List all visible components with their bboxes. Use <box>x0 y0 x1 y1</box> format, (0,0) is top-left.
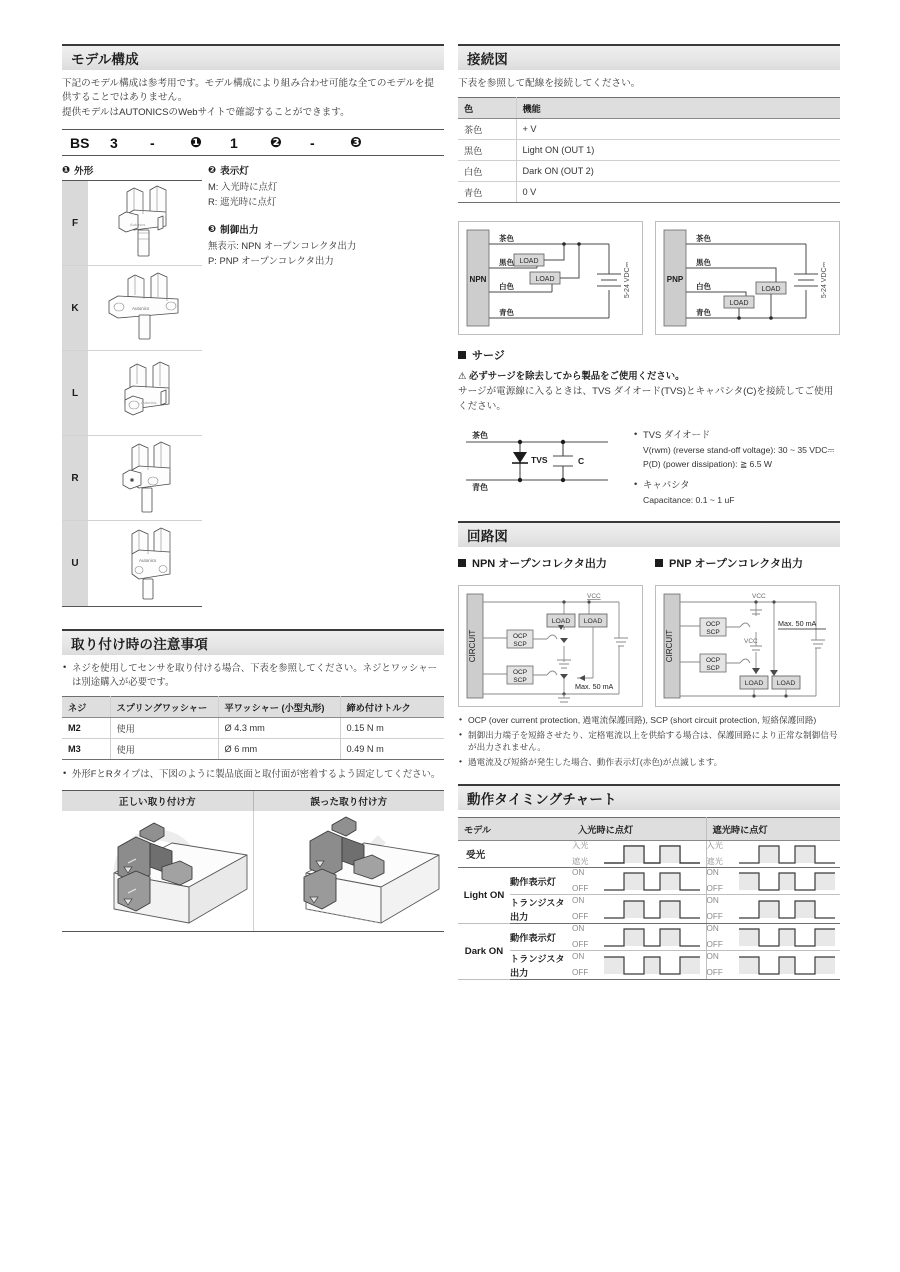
square-bullet-icon <box>458 351 466 359</box>
legend-1-title <box>62 163 202 177</box>
svg-text:青色: 青色 <box>472 483 488 493</box>
timing-row-2-label-bottom: OFF <box>572 911 589 921</box>
screw-table <box>62 696 444 760</box>
wire-r0-color: 茶色 <box>458 119 516 140</box>
legend-3-marker: ❸ <box>208 223 217 235</box>
legend-3-title <box>208 222 444 236</box>
code-marker-2: ❷ <box>270 134 282 151</box>
surge-text: サージが電源線に入るときは、TVS ダイオード(TVS)とキャパシタ(C)を接続してご使用ください。 <box>458 386 834 412</box>
timing-row-0-dark <box>706 841 840 868</box>
shape-row-r <box>62 436 202 521</box>
wire-color-table <box>458 97 840 203</box>
surge-diagram-wrap <box>458 420 840 507</box>
timing-row-3-mode: Dark ON <box>458 924 510 980</box>
shape-row-k <box>62 266 202 351</box>
timing-row-2-light <box>572 895 706 924</box>
svg-text:OCP: OCP <box>512 669 528 677</box>
code-prefix: BS <box>70 134 90 151</box>
timing-header-light: 入光時に点灯 <box>572 818 706 841</box>
code-dash-1: - <box>150 134 155 151</box>
wire-table-header-row <box>458 98 840 119</box>
surge-specs <box>633 420 840 507</box>
legend-3-label: 制御出力 <box>220 225 259 237</box>
circuit-note-3: • 過電流及び短絡が発生した場合、動作表示灯(赤色)が点滅します。 <box>458 756 840 768</box>
code-series: 3 <box>110 134 118 151</box>
section-title-mounting: 取り付け時の注意事項 <box>71 637 208 653</box>
pnp-circuit-icon <box>656 586 839 706</box>
shape-image-u <box>88 521 202 606</box>
screw-r1-c0: M3 <box>62 739 110 760</box>
svg-text:OCP: OCP <box>705 621 721 629</box>
npn-circuit-subhead <box>458 555 643 571</box>
legend-3-line-2: P: PNP オープンコレクタ出力 <box>208 254 334 266</box>
waveform-inverted-icon <box>737 952 837 978</box>
screw-header-0: ネジ <box>62 697 110 718</box>
section-circuit <box>458 521 840 768</box>
svg-text:OCP: OCP <box>512 633 528 641</box>
mounting-figure-wrong <box>254 811 445 931</box>
svg-text:Max. 50 mA: Max. 50 mA <box>575 682 614 692</box>
sensor-outline-r-icon <box>99 440 191 516</box>
table-row <box>62 718 444 739</box>
legend-1-marker: ❶ <box>62 164 71 176</box>
wire-r0-func: + V <box>516 119 840 140</box>
surge-warning: ⚠ 必ずサージを除去してから製品をご使用ください。 <box>458 370 685 382</box>
svg-text:黒色: 黒色 <box>696 258 711 268</box>
waveform-normal-icon <box>737 896 837 922</box>
table-row <box>458 140 840 161</box>
table-row <box>458 161 840 182</box>
timing-row-1-mode: Light ON <box>458 868 510 924</box>
svg-text:Autonics: Autonics <box>139 557 157 563</box>
waveform-inverted-icon <box>737 924 837 950</box>
sensor-outline-l-icon <box>97 356 193 430</box>
mounting-bullet-2: • 外形FとRタイプは、下図のように製品底面と取付面が密着するよう固定してください。 <box>62 767 444 781</box>
timing-row-2-dark <box>706 895 840 924</box>
npn-wiring-icon <box>459 222 642 334</box>
npn-circuit-icon <box>459 586 642 706</box>
timing-row-2-label-top: ON <box>572 896 585 906</box>
timing-row-4-label-bottom: OFF <box>572 967 589 977</box>
shape-image-k <box>88 266 202 350</box>
surge-title: サージ <box>472 350 505 363</box>
screw-header-2: 平ワッシャー (小型丸形) <box>218 697 340 718</box>
pnp-wiring-icon <box>656 222 839 334</box>
legend-2-title <box>208 163 444 177</box>
timing-header-dark: 遮光時に点灯 <box>706 818 840 841</box>
circuit-note-1: • OCP (over current protection, 過電流保護回路), SCP (short circuit protection, 短絡保護回路) <box>458 714 840 726</box>
wire-r2-color: 白色 <box>458 161 516 182</box>
circuit-subheads <box>458 555 840 571</box>
model-legend-wrap <box>62 163 444 607</box>
mounting-bullet-list-1 <box>62 661 444 689</box>
pnp-connection-diagram <box>655 221 840 335</box>
wire-r1-color: 黒色 <box>458 140 516 161</box>
square-bullet-icon <box>458 559 466 567</box>
svg-text:黒色: 黒色 <box>499 258 514 268</box>
svg-text:白色: 白色 <box>499 282 514 292</box>
tvs-spec-line-1: V(rwm) (reverse stand-off voltage): 30 ~ 35 VDC⎓ <box>643 445 835 456</box>
svg-text:茶色: 茶色 <box>472 431 488 441</box>
svg-text:OCP: OCP <box>705 657 721 665</box>
screw-r1-c1: 使用 <box>110 739 218 760</box>
correct-mounting-icon <box>62 811 252 931</box>
svg-text:LOAD: LOAD <box>729 300 749 308</box>
mounting-figure-header-wrong: 誤った取り付け方 <box>310 796 388 808</box>
shape-key-f: F <box>62 181 88 265</box>
tvs-spec-list <box>633 428 840 442</box>
screw-r1-c2: Ø 6 mm <box>218 739 340 760</box>
circuit-diagrams <box>458 577 840 707</box>
npn-circuit-diagram <box>458 585 643 707</box>
waveform-normal-icon <box>602 924 702 950</box>
svg-text:茶色: 茶色 <box>696 234 711 244</box>
shape-row-u <box>62 521 202 606</box>
waveform-normal-icon <box>602 841 702 867</box>
section-header-timing <box>458 784 840 810</box>
mounting-figure-headers <box>62 791 444 811</box>
svg-text:LOAD: LOAD <box>744 680 764 688</box>
cap-spec-title: • キャパシタ <box>633 478 840 492</box>
timing-row-1-label-top: ON <box>572 868 585 878</box>
section-header-wiring <box>458 44 840 70</box>
timing-row-0-label-top: 入光 <box>572 841 589 851</box>
svg-text:白色: 白色 <box>696 282 711 292</box>
timing-row-1-dark-label-bottom: OFF <box>706 883 723 893</box>
shape-key-k: K <box>62 266 88 350</box>
timing-row-4-dark <box>706 951 840 980</box>
section-timing <box>458 784 840 980</box>
tvs-spec-line-2: P(D) (power dissipation): ≧ 6.5 W <box>643 458 772 469</box>
code-dash-2: - <box>310 134 315 151</box>
sensor-outline-f-icon <box>97 184 193 262</box>
shape-table <box>62 180 202 607</box>
svg-text:SCP: SCP <box>513 641 527 649</box>
timing-row-1-dark-label-top: ON <box>706 868 719 878</box>
shape-row-f <box>62 181 202 266</box>
code-marker-1: ❶ <box>190 134 202 151</box>
shape-image-f <box>88 181 202 265</box>
shape-row-l <box>62 351 202 436</box>
legend-shapes <box>62 163 202 607</box>
timing-row-3-light <box>572 924 706 951</box>
npn-connection-diagram <box>458 221 643 335</box>
svg-text:5-24 VDC⎓: 5-24 VDC⎓ <box>624 262 631 299</box>
timing-row-2-sub: トランジスタ出力 <box>510 895 572 924</box>
npn-box-label: NPN <box>469 275 487 285</box>
connection-diagrams <box>458 213 840 335</box>
timing-row-0-light <box>572 841 706 868</box>
wrong-mounting-icon <box>254 811 444 931</box>
timing-header-row <box>458 818 840 841</box>
wire-r3-color: 青色 <box>458 182 516 203</box>
svg-text:SCP: SCP <box>706 629 720 637</box>
screw-r0-c2: Ø 4.3 mm <box>218 718 340 739</box>
svg-text:LOAD: LOAD <box>583 618 603 626</box>
shape-key-l: L <box>62 351 88 435</box>
section-header-mounting <box>62 629 444 655</box>
section-title-wiring: 接続図 <box>467 52 509 67</box>
tvs-spec-title: • TVS ダイオード <box>633 428 840 442</box>
surge-circuit-icon <box>458 420 623 492</box>
svg-text:青色: 青色 <box>696 308 711 318</box>
legend-1-label: 外形 <box>74 166 94 178</box>
table-row <box>458 119 840 140</box>
timing-row-1-sub: 動作表示灯 <box>510 868 572 895</box>
waveform-normal-icon <box>602 868 702 894</box>
section-model-composition <box>62 44 444 607</box>
code-digit: 1 <box>230 134 238 151</box>
surge-subheading <box>458 347 840 363</box>
timing-row-3-sub: 動作表示灯 <box>510 924 572 951</box>
svg-text:Autonics: Autonics <box>130 222 146 228</box>
wire-header-color: 色 <box>458 98 516 119</box>
table-row <box>458 182 840 203</box>
timing-row-2-dark-label-top: ON <box>706 896 719 906</box>
svg-text:SCP: SCP <box>706 665 720 673</box>
wiring-intro: 下表を参照して配線を接続してください。 <box>458 78 641 89</box>
screw-r0-c0: M2 <box>62 718 110 739</box>
legend-2-marker: ❷ <box>208 164 217 176</box>
code-marker-3: ❸ <box>350 134 362 151</box>
svg-text:Max. 50 mA: Max. 50 mA <box>778 619 817 629</box>
shape-key-r: R <box>62 436 88 520</box>
wire-r3-func: 0 V <box>516 182 840 203</box>
section-title-timing: 動作タイミングチャート <box>467 792 617 808</box>
svg-text:C: C <box>578 456 585 467</box>
legend-2-label: 表示灯 <box>220 166 249 178</box>
svg-text:LOAD: LOAD <box>551 618 571 626</box>
timing-row-3-label-bottom: OFF <box>572 939 589 949</box>
timing-row-4-dark-label-bottom: OFF <box>706 967 723 977</box>
timing-row-3-dark-label-top: ON <box>706 924 719 934</box>
svg-text:5-24 VDC⎓: 5-24 VDC⎓ <box>821 262 828 299</box>
pnp-circuit-subhead <box>655 555 840 571</box>
circuit-label: CIRCUIT <box>665 630 674 663</box>
section-header-circuit <box>458 521 840 547</box>
right-column <box>458 44 840 990</box>
waveform-normal-icon <box>602 896 702 922</box>
svg-text:LOAD: LOAD <box>519 258 539 266</box>
timing-row-1-label-bottom: OFF <box>572 883 589 893</box>
svg-text:Autonics: Autonics <box>132 306 150 312</box>
timing-row-4-dark-label-top: ON <box>706 952 719 962</box>
sensor-outline-u-icon <box>99 526 191 602</box>
waveform-inverted-icon <box>602 952 702 978</box>
timing-row-3-dark-label-bottom: OFF <box>706 939 723 949</box>
timing-row-0-dark-label-bottom: 遮光 <box>706 856 723 866</box>
table-row <box>458 924 840 951</box>
table-row <box>458 868 840 895</box>
model-intro-line-1: 下記のモデル構成は参考用です。モデル構成により組み合わせ可能な全てのモデルを提 <box>62 78 434 89</box>
section-wiring <box>458 44 840 507</box>
shape-image-r <box>88 436 202 520</box>
cap-spec-line-1: Capacitance: 0.1 ~ 1 uF <box>643 495 735 506</box>
wire-r1-func: Light ON (OUT 1) <box>516 140 840 161</box>
svg-text:青色: 青色 <box>499 308 514 318</box>
table-row <box>458 841 840 868</box>
svg-text:茶色: 茶色 <box>499 234 514 244</box>
circuit-notes <box>458 714 840 768</box>
timing-row-0-label-bottom: 遮光 <box>572 856 589 866</box>
timing-row-3-label-top: ON <box>572 924 585 934</box>
timing-header-model: モデル <box>458 818 572 841</box>
mounting-figure-correct <box>62 811 254 931</box>
timing-row-1-light <box>572 868 706 895</box>
sensor-outline-k-icon <box>95 269 195 347</box>
svg-text:VCC: VCC <box>752 593 766 601</box>
screw-r1-c3: 0.49 N m <box>340 739 444 760</box>
legend-3-line-1: 無表示: NPN オープンコレクタ出力 <box>208 240 357 252</box>
svg-text:VCC: VCC <box>587 593 601 601</box>
mounting-figure-table <box>62 790 444 932</box>
svg-text:LOAD: LOAD <box>776 680 796 688</box>
timing-row-4-label-top: ON <box>572 952 585 962</box>
cap-spec-list <box>633 478 840 492</box>
section-header-model <box>62 44 444 70</box>
legend-options <box>202 163 444 607</box>
screw-r0-c3: 0.15 N m <box>340 718 444 739</box>
svg-text:TVS: TVS <box>531 455 548 466</box>
svg-text:LOAD: LOAD <box>761 286 781 294</box>
wire-header-function: 機能 <box>516 98 840 119</box>
table-row <box>458 951 840 980</box>
mounting-figure-header-correct: 正しい取り付け方 <box>62 791 254 811</box>
svg-text:LOAD: LOAD <box>535 276 555 284</box>
model-intro-line-3: 提供モデルはAUTONICSのWebサイトで確認することができます。 <box>62 106 350 118</box>
timing-row-3-dark <box>706 924 840 951</box>
screw-r0-c1: 使用 <box>110 718 218 739</box>
section-title-model: モデル構成 <box>71 52 139 67</box>
mounting-bullet-1: • ネジを使用してセンサを取り付ける場合、下表を参照してください。ネジとワッシャーは別途購入が必要です。 <box>62 661 444 689</box>
pnp-box-label: PNP <box>666 275 684 285</box>
svg-text:VCC: VCC <box>744 638 758 646</box>
timing-row-4-sub: トランジスタ出力 <box>510 951 572 980</box>
timing-row-2-dark-label-bottom: OFF <box>706 911 723 921</box>
table-row <box>62 739 444 760</box>
legend-2-line-1: M: 入光時に点灯 <box>208 181 278 193</box>
screw-header-3: 締め付けトルク <box>340 697 444 718</box>
section-mounting <box>62 629 444 931</box>
mounting-bullet-list-2 <box>62 767 444 781</box>
section-title-circuit: 回路図 <box>467 529 509 545</box>
timing-row-0-mode: 受光 <box>458 841 572 868</box>
square-bullet-icon <box>655 559 663 567</box>
svg-text:Autonics: Autonics <box>141 400 157 406</box>
pnp-circuit-diagram <box>655 585 840 707</box>
waveform-normal-icon <box>737 841 837 867</box>
timing-row-1-dark <box>706 868 840 895</box>
screw-table-header-row <box>62 697 444 718</box>
model-code-bar <box>62 129 444 156</box>
circuit-label: CIRCUIT <box>468 630 477 663</box>
table-row <box>458 895 840 924</box>
pnp-circuit-title: PNP オープンコレクタ出力 <box>669 558 804 571</box>
mounting-figure-body <box>62 811 444 931</box>
legend-spacer <box>208 209 444 222</box>
npn-circuit-title: NPN オープンコレクタ出力 <box>472 558 607 571</box>
screw-header-1: スプリングワッシャー <box>110 697 218 718</box>
timing-row-0-dark-label-top: 入光 <box>706 841 723 851</box>
circuit-note-2: • 制御出力端子を短絡させたり、定格電流以上を供給する場合は、保護回路により正常な制御信号が出力されません。 <box>458 729 840 754</box>
svg-text:SCP: SCP <box>513 677 527 685</box>
timing-row-4-light <box>572 951 706 980</box>
legend-2-line-2: R: 遮光時に点灯 <box>208 195 277 207</box>
waveform-inverted-icon <box>737 868 837 894</box>
shape-key-u: U <box>62 521 88 606</box>
left-column <box>62 44 444 942</box>
wire-r2-func: Dark ON (OUT 2) <box>516 161 840 182</box>
model-intro-line-2: 供することではありません。 <box>62 92 188 104</box>
shape-image-l <box>88 351 202 435</box>
timing-chart-table <box>458 817 840 980</box>
